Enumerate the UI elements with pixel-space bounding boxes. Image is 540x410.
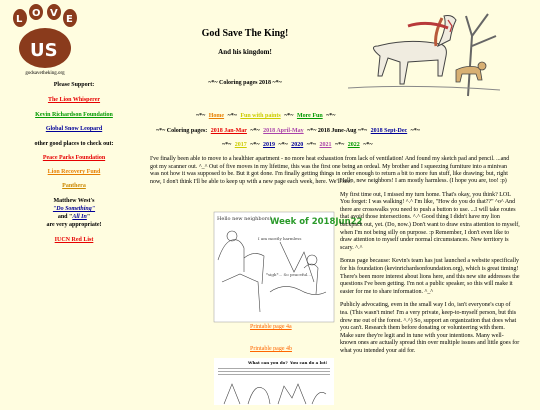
paragraph-hello: Hello, new neighbors! I am mostly harmless. (I hope you are, too! :p): [340, 178, 507, 184]
nav-sep: ~*~: [409, 128, 420, 134]
and-text: and ": [57, 214, 73, 220]
nav-home-link[interactable]: Home: [208, 113, 225, 119]
nav-sep: ~*~: [222, 142, 233, 148]
nav-2018-april-may-link[interactable]: 2018 April-May: [263, 128, 304, 134]
are-appropriate-label: are very appropriate!: [46, 222, 102, 228]
svg-text:O: O: [32, 8, 41, 19]
global-snow-leopard-link[interactable]: Global Snow Leopard: [45, 126, 103, 132]
nav-2022-link[interactable]: 2022: [347, 142, 360, 148]
do-something-line: [0, 206, 148, 212]
nav-sep: ~*~: [282, 113, 295, 119]
what-can-you-do-heading: What can you do?: [248, 360, 288, 365]
nav-sep: ~*~: [226, 113, 239, 119]
svg-text:V: V: [50, 8, 58, 19]
paragraph-advocating: Publicly advocating, even in the small way I do, isn't everyone's cup of tea. (This wasn't mine! I'm a very private, keep-to-myself person, but this drew me out of the forest. ^.^) So, support an organization that does what you can't. Research them before donating or volunteering with them. Make sure they're legit and in tune with your intentions. Many well-known ones are actually spread thin over multiple issues and little goes for what you intended your aid for.: [340, 302, 520, 354]
lion-recovery-fund-link[interactable]: Lion Recovery Fund: [47, 169, 101, 175]
page-title: God Save The King!: [201, 28, 289, 39]
nav-sep: ~*~: [324, 113, 336, 119]
nav-sep: ~*~: [277, 142, 290, 148]
svg-text:US: US: [30, 40, 58, 61]
nav-2018-sept-dec-link[interactable]: 2018 Sept-Dec: [370, 128, 408, 134]
lion-whisperer-link[interactable]: The Lion Whisperer: [47, 97, 101, 103]
horse-and-dog-sketch: [348, 6, 500, 96]
hello-neighbors-text: [340, 178, 520, 361]
printable-page-4b-link[interactable]: Printable page 4b: [250, 346, 292, 352]
nav-row-years: [222, 142, 375, 148]
end-quote-text: ": [86, 214, 91, 220]
printable-page-4a-link[interactable]: Printable page 4a: [250, 324, 292, 330]
bottom-drawing: [214, 358, 334, 405]
matthew-west-label: Matthew West's: [53, 198, 95, 204]
nav-more-fun-link[interactable]: More Fun: [296, 113, 323, 119]
nav-row-main: [196, 113, 337, 119]
panthera-link[interactable]: Panthera: [62, 183, 86, 189]
bottom-coloring-page-preview: [214, 358, 334, 405]
nav-sep: ~*~: [248, 142, 261, 148]
nav-sep: ~*~: [248, 128, 262, 134]
svg-text:E: E: [66, 14, 73, 25]
you-can-do-a-lot-heading: You can do a lot!: [290, 360, 328, 365]
nav-2019-link[interactable]: 2019: [263, 142, 275, 148]
intro-paragraph: I've finally been able to move to a healthier apartment - no more heat exhaustion from lack of ventilation! And found my sketch pad and pencil. ...and got my scanner out. ^_^ Out of five moves in my lifetime, this was the first one being an ordeal. My brother and I squeezing furniture into a minivan was not how it was supposed to be. But it got done. I'm finally getting things in order enough to return a bit to more fun stuff, like drawing; but, right now, I don't think I'll be able to keep up with a new page each week, here. We'll see!: [150, 156, 510, 185]
nav-sep: ~*~: [305, 142, 318, 148]
week-label: Week of 2018Jun22: [270, 217, 363, 227]
nav-fun-with-paints-link[interactable]: Fun with paints: [240, 113, 281, 119]
love-paw-logo: [6, 4, 84, 76]
iucn-red-list-link[interactable]: IUCN Red List: [54, 237, 94, 243]
coloring-pages-label: ~*~ Coloring pages 2018 ~*~: [208, 80, 282, 86]
harmless-caption: I am mostly harmless: [258, 236, 302, 241]
all-in-link[interactable]: All In: [72, 214, 87, 220]
nav-current-page: ~*~ 2018 June-Aug ~*~: [305, 128, 369, 134]
please-support-label: Please Support:: [53, 82, 95, 88]
nav-2017-link[interactable]: 2017: [234, 142, 247, 148]
kevin-richardson-foundation-link[interactable]: Kevin Richardson Foundation: [35, 112, 113, 118]
sidebar: [0, 0, 148, 405]
week-coloring-page-drawing: [214, 212, 363, 322]
paragraph-bonus: Bonus page because: Kevin's team has just launched a website specifically for his foundation (kevinrichardsonfoundation.org), which is great timing! There's been more interest about lions here, and this new site addresses the questions I've been getting. I'm not a public speaker, so this will make it easier for me to share information. ^_^: [340, 258, 520, 295]
peace-parks-link[interactable]: Peace Parks Foundation: [42, 155, 106, 161]
nav-2020-link[interactable]: 2020: [291, 142, 304, 148]
do-something-link[interactable]: "Do Something": [52, 206, 96, 212]
paragraph-first-time: My first time out, I missed my turn home. That's okay, you think? LOL You forget: I was walking! ^.^ I'm like, "How do you do that??" ^o^ And there are crosswalks you need to push a button to use. ...I will take routes that avoid those intersections. ^.^ Good thing I didn't have my lion backpack out, yet. (Do, now.) Don't want to draw extra attention to myself, when I'm not being silly on purpose. :p Remember, I don't even like to draw attention to myself under normal circumstances. New territory is scary. ^.^: [340, 191, 520, 251]
svg-text:L: L: [16, 14, 23, 25]
nav-sep: ~*~ Coloring pages:: [156, 128, 209, 134]
hello-caption: Hello new neighbors!: [217, 216, 272, 222]
nav-sep: ~*~: [361, 142, 373, 148]
nav-row-coloring: [156, 128, 422, 134]
page-subtitle: And his kingdom!: [218, 48, 272, 56]
sigh-caption: *sigh*... So peaceful...: [266, 272, 312, 277]
nav-sep: ~*~: [196, 113, 207, 119]
svg-text:godsavetheking.org: godsavetheking.org: [25, 71, 65, 76]
nav-2018-jan-mar-link[interactable]: 2018 Jan-Mar: [210, 128, 247, 134]
other-places-label: other good places to check out:: [34, 141, 114, 147]
nav-2021-link[interactable]: 2021: [319, 142, 332, 148]
all-in-line: [0, 214, 148, 220]
nav-sep: ~*~: [333, 142, 346, 148]
